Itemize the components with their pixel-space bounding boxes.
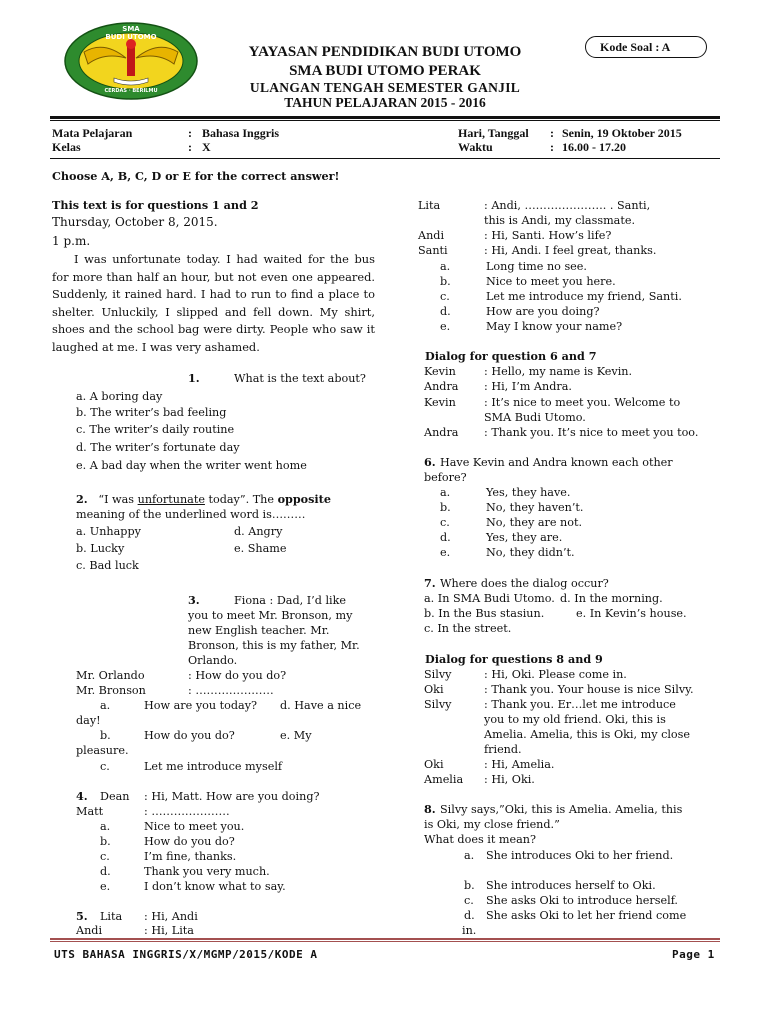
- d67-speaker3: Kevin: [424, 396, 456, 409]
- d67-speaker3-line: : It’s nice to meet you. Welcome to: [484, 396, 681, 409]
- q6-option-e[interactable]: No, they didn’t.: [486, 546, 575, 559]
- header-divider-thin: [50, 120, 720, 121]
- q4-option-c-letter: c.: [100, 850, 110, 863]
- q6-text: Have Kevin and Andra known each other: [440, 456, 673, 469]
- q4-option-b-letter: b.: [100, 835, 111, 848]
- instruction: Choose A, B, C, D or E for the correct answer!: [52, 169, 340, 183]
- q4-option-d[interactable]: Thank you very much.: [144, 865, 270, 878]
- q5-speaker1: Lita: [100, 910, 123, 923]
- q6-text-line2: before?: [424, 471, 467, 484]
- d89-speaker1-line: : Hi, Oki. Please come in.: [484, 668, 627, 681]
- q2-mid: today”. The: [204, 493, 278, 506]
- q6-option-c-letter: c.: [440, 516, 450, 529]
- logo-label-bottom: CERDAS · BERILMU: [104, 88, 158, 94]
- q3-speaker2: Mr. Bronson: [76, 684, 146, 697]
- q4-option-a-letter: a.: [100, 820, 111, 833]
- q7-text: Where does the dialog occur?: [440, 577, 609, 590]
- q3-option-a-wrap: day!: [76, 714, 101, 727]
- subject-label: Mata Pelajaran: [52, 126, 133, 140]
- q5-option-b-letter: b.: [440, 275, 451, 288]
- q4-option-c[interactable]: I’m fine, thanks.: [144, 850, 237, 863]
- q2-option-d[interactable]: d. Angry: [234, 525, 283, 538]
- d67-speaker1: Kevin: [424, 365, 456, 378]
- q3-line2: you to meet Mr. Bronson, my: [188, 609, 353, 622]
- q5-number: 5.: [76, 909, 88, 923]
- q4-option-d-letter: d.: [100, 865, 111, 878]
- q3-number: 3.: [188, 593, 200, 607]
- q8-number: 8.: [424, 802, 436, 816]
- q5-speaker1-line: : Hi, Andi: [144, 910, 198, 923]
- q3-option-b-wrap: pleasure.: [76, 744, 129, 757]
- subject-value: Bahasa Inggris: [202, 126, 280, 140]
- q4-speaker2: Matt: [76, 805, 104, 818]
- q3-speaker2-line: : …………………: [188, 684, 274, 697]
- q8-option-a[interactable]: She introduces Oki to her friend.: [486, 849, 674, 862]
- q5-speaker2-line: : Hi, Lita: [144, 924, 194, 937]
- q6-option-d-letter: d.: [440, 531, 451, 544]
- q5c-speaker3: Santi: [418, 244, 448, 257]
- q5c-speaker1-line: : Andi, …………………. . Santi,: [484, 199, 651, 212]
- q5-option-b[interactable]: Nice to meet you here.: [486, 275, 616, 288]
- logo-label-top: SMA: [122, 25, 140, 33]
- q1-option-c[interactable]: c. The writer’s daily routine: [76, 423, 235, 436]
- q5-option-d[interactable]: How are you doing?: [486, 305, 600, 318]
- time-value: 16.00 - 17.20: [562, 140, 626, 154]
- q2-option-b[interactable]: b. Lucky: [76, 542, 125, 555]
- q8-text-line2: is Oki, my close friend.”: [424, 818, 560, 831]
- q7-option-e[interactable]: e. In Kevin’s house.: [576, 607, 687, 620]
- q5-option-d-letter: d.: [440, 305, 451, 318]
- text-heading: This text is for questions 1 and 2: [52, 198, 259, 212]
- q3-option-d[interactable]: d. Have a nice: [280, 699, 362, 712]
- date-sep: :: [550, 126, 554, 140]
- q7-option-c[interactable]: c. In the street.: [424, 622, 512, 635]
- class-value: X: [202, 140, 211, 154]
- footer-divider-thin: [50, 941, 720, 942]
- q4-option-a[interactable]: Nice to meet you.: [144, 820, 245, 833]
- q5c-speaker2-line: : Hi, Santi. How’s life?: [484, 229, 612, 242]
- q4-speaker1: Dean: [100, 790, 130, 803]
- q7-option-b[interactable]: b. In the Bus stasiun.: [424, 607, 545, 620]
- q4-option-b[interactable]: How do you do?: [144, 835, 235, 848]
- foundation-name: YAYASAN PENDIDIKAN BUDI UTOMO: [248, 44, 522, 60]
- q8-text-line3: What does it mean?: [424, 833, 536, 846]
- d67-speaker3-line2: SMA Budi Utomo.: [484, 411, 586, 424]
- d89-speaker3-line4: friend.: [484, 743, 522, 756]
- q5c-speaker1-line2: this is Andi, my classmate.: [484, 214, 636, 227]
- q8-option-d[interactable]: She asks Oki to let her friend come: [486, 909, 687, 922]
- exam-title: ULANGAN TENGAH SEMESTER GANJIL: [249, 80, 521, 95]
- q5-option-c-letter: c.: [440, 290, 450, 303]
- q3-option-b-letter: b.: [100, 729, 111, 742]
- page-number: Page 1: [672, 948, 715, 961]
- d89-speaker5-line: : Hi, Oki.: [484, 773, 535, 786]
- q2-question: [76, 492, 331, 507]
- q2-option-e[interactable]: e. Shame: [234, 542, 287, 555]
- q1-text: What is the text about?: [234, 372, 366, 385]
- q4-speaker2-line: : …………………: [144, 805, 230, 818]
- q3-line4: Bronson, this is my father, Mr.: [188, 639, 360, 652]
- q3-speaker1: Mr. Orlando: [76, 669, 145, 682]
- q8-option-c-letter: c.: [464, 894, 474, 907]
- school-logo: [64, 22, 198, 100]
- d89-speaker2: Oki: [424, 683, 444, 696]
- q6-option-d[interactable]: Yes, they are.: [486, 531, 563, 544]
- q2-pre: “I was: [98, 493, 138, 506]
- d67-speaker2-line: : Hi, I’m Andra.: [484, 380, 572, 393]
- q8-option-c[interactable]: She asks Oki to introduce herself.: [486, 894, 678, 907]
- q5c-speaker2: Andi: [418, 229, 445, 242]
- q8-option-a-letter: a.: [464, 849, 475, 862]
- d67-speaker4-line: : Thank you. It’s nice to meet you too.: [484, 426, 699, 439]
- d67-speaker1-line: : Hello, my name is Kevin.: [484, 365, 633, 378]
- q8-option-b[interactable]: She introduces herself to Oki.: [486, 879, 656, 892]
- q1-number: 1.: [188, 371, 200, 385]
- q2-bold: opposite: [277, 492, 331, 506]
- info-divider: [50, 158, 720, 159]
- q4-number: 4.: [76, 789, 88, 803]
- q6-option-a-letter: a.: [440, 486, 451, 499]
- q3-option-a[interactable]: How are you today?: [144, 699, 258, 712]
- q5-option-a-letter: a.: [440, 260, 451, 273]
- q4-option-e[interactable]: I don’t know what to say.: [144, 880, 286, 893]
- d89-speaker5: Amelia: [424, 773, 464, 786]
- q6-option-b-letter: b.: [440, 501, 451, 514]
- q2-line2: meaning of the underlined word is………: [76, 508, 306, 521]
- d89-speaker3-line2: you to my old friend. Oki, this is: [484, 713, 666, 726]
- d67-speaker2: Andra: [424, 380, 459, 393]
- story-date: Thursday, October 8, 2015.: [52, 215, 218, 229]
- q8-option-d-letter: d.: [464, 909, 475, 922]
- q1-option-e[interactable]: e. A bad day when the writer went home: [76, 459, 307, 472]
- q7-option-a[interactable]: a. In SMA Budi Utomo.: [424, 592, 555, 605]
- q5-speaker2: Andi: [76, 924, 103, 937]
- school-name: SMA BUDI UTOMO PERAK: [289, 63, 481, 79]
- q2-underlined: unfortunate: [137, 493, 205, 506]
- q3-option-e[interactable]: e. My: [280, 729, 312, 742]
- class-sep: :: [188, 140, 192, 154]
- q3-line3: new English teacher. Mr.: [188, 624, 330, 637]
- logo-label-arc: BUDI UTOMO: [105, 33, 157, 41]
- q4-option-e-letter: e.: [100, 880, 111, 893]
- footer-code: UTS BAHASA INGGRIS/X/MGMP/2015/KODE A: [54, 948, 318, 961]
- q1-option-a[interactable]: a. A boring day: [76, 390, 163, 403]
- q1-option-d[interactable]: d. The writer’s fortunate day: [76, 441, 240, 454]
- q7-number: 7.: [424, 576, 436, 590]
- date-label: Hari, Tanggal: [458, 126, 529, 140]
- d89-speaker3-line: : Thank you. Er…let me introduce: [484, 698, 676, 711]
- d89-speaker4-line: : Hi, Amelia.: [484, 758, 555, 771]
- q4-speaker1-line: : Hi, Matt. How are you doing?: [144, 790, 320, 803]
- q1-option-b[interactable]: b. The writer’s bad feeling: [76, 406, 227, 419]
- d67-speaker4: Andra: [424, 426, 459, 439]
- q3-option-c[interactable]: Let me introduce myself: [144, 760, 283, 773]
- d89-speaker3-line3: Amelia. Amelia, this is Oki, my close: [484, 728, 691, 741]
- q8-option-b-letter: b.: [464, 879, 475, 892]
- school-year: TAHUN PELAJARAN 2015 - 2016: [284, 95, 486, 110]
- d89-speaker2-line: : Thank you. Your house is nice Silvy.: [484, 683, 694, 696]
- header-divider: [50, 116, 720, 119]
- story-time: 1 p.m.: [52, 234, 91, 248]
- q5c-speaker1: Lita: [418, 199, 441, 212]
- q7-option-d[interactable]: d. In the morning.: [560, 592, 663, 605]
- q8-text: Silvy says,”Oki, this is Amelia. Amelia, this: [440, 803, 683, 816]
- subject-sep: :: [188, 126, 192, 140]
- story-text: I was unfortunate today. I had waited for the bus for more than half an hour, but not even one appeared. Suddenly, it rained hard. I had to run to find a place to shelter. Unluckily, I slipped and fell down. My shirt, shoes and the school bag were dirty. People who saw it laughed at me. I was very ashamed.: [52, 252, 375, 354]
- q6-option-b[interactable]: No, they haven’t.: [486, 501, 584, 514]
- q5-option-a[interactable]: Long time no see.: [486, 260, 587, 273]
- class-label: Kelas: [52, 140, 81, 154]
- dialog-8-9-heading: Dialog for questions 8 and 9: [425, 652, 603, 666]
- q8-option-d-wrap: in.: [462, 924, 477, 937]
- q3-speaker1-line: : How do you do?: [188, 669, 287, 682]
- q5-option-e-letter: e.: [440, 320, 451, 333]
- question-code-badge: Kode Soal : A: [585, 36, 707, 58]
- q6-option-c[interactable]: No, they are not.: [486, 516, 583, 529]
- d89-speaker1: Silvy: [424, 668, 452, 681]
- q5-option-c[interactable]: Let me introduce my friend, Santi.: [486, 290, 682, 303]
- q3-option-b[interactable]: How do you do?: [144, 729, 235, 742]
- q2-number: 2.: [76, 492, 88, 506]
- d89-speaker3: Silvy: [424, 698, 452, 711]
- q3-line1: Fiona : Dad, I’d like: [234, 594, 346, 607]
- q3-option-a-letter: a.: [100, 699, 111, 712]
- d89-speaker4: Oki: [424, 758, 444, 771]
- q6-option-e-letter: e.: [440, 546, 451, 559]
- q5c-speaker3-line: : Hi, Andi. I feel great, thanks.: [484, 244, 657, 257]
- footer-divider: [50, 938, 720, 940]
- q6-number: 6.: [424, 455, 436, 469]
- date-value: Senin, 19 Oktober 2015: [562, 126, 682, 140]
- q3-line5: Orlando.: [188, 654, 238, 667]
- dialog-6-7-heading: Dialog for question 6 and 7: [425, 349, 597, 363]
- q6-option-a[interactable]: Yes, they have.: [486, 486, 571, 499]
- time-sep: :: [550, 140, 554, 154]
- q2-option-a[interactable]: a. Unhappy: [76, 525, 141, 538]
- q3-option-c-letter: c.: [100, 760, 110, 773]
- time-label: Waktu: [458, 140, 493, 154]
- q2-option-c[interactable]: c. Bad luck: [76, 559, 139, 572]
- q5-option-e[interactable]: May I know your name?: [486, 320, 623, 333]
